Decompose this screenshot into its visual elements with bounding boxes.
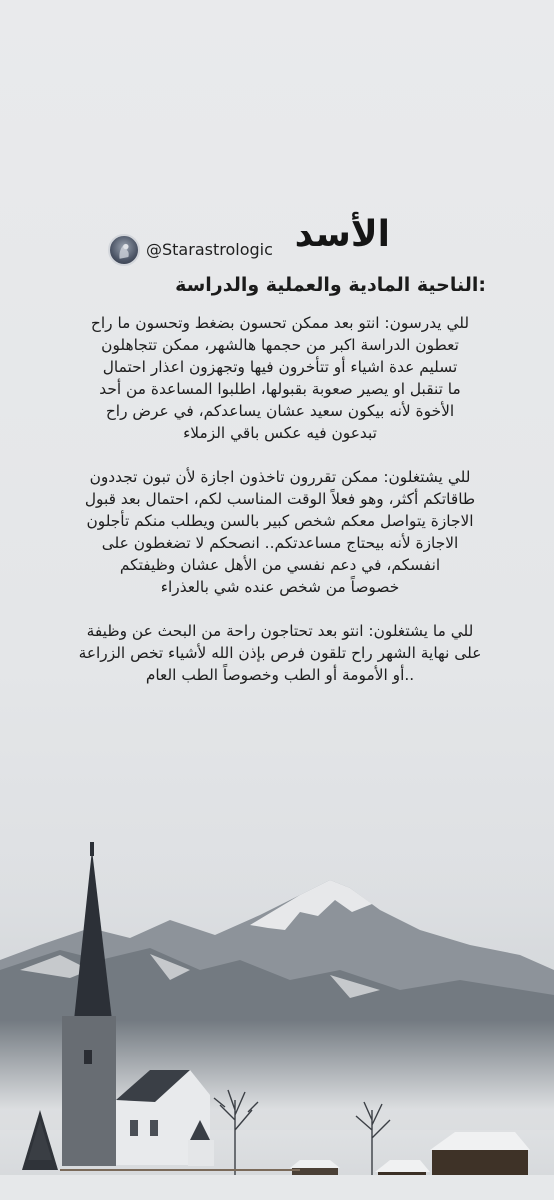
text-line: انفسكم، في دعم نفسي من الأهل عشان وظيفتكم xyxy=(119,556,441,574)
text-line: الأخوة لأنه بيكون سعيد عشان يساعدكم، في عرض راح xyxy=(105,402,455,420)
paragraph-students xyxy=(24,312,536,444)
text-line: الاجازة يتواصل معكم شخص كبير بالسن ويطلب منكم تأجلون xyxy=(86,512,474,530)
header xyxy=(0,214,554,274)
section-heading: :الناحية المادية والعملية والدراسة xyxy=(175,274,486,296)
paragraph-unemployed xyxy=(24,620,536,686)
winter-landscape-image xyxy=(0,820,554,1200)
text-line: تعطون الدراسة اكبر من حجمها هالشهر، ممكن تتجاهلون xyxy=(101,336,459,354)
text-line: ..أو الأمومة أو الطب وخصوصاً الطب العام xyxy=(145,666,415,684)
text-line: للي يدرسون: انتو بعد ممكن تحسون بضغط وتحسون ما راح xyxy=(90,314,470,332)
text-line: تبدعون فيه عكس باقي الزملاء xyxy=(183,424,377,442)
paragraph-employed xyxy=(24,466,536,598)
text-line: للي يشتغلون: ممكن تقررون تاخذون اجازة لأن تبون تجددون xyxy=(89,468,471,486)
text-line: ما تنقبل او يصير صعوبة بقبولها، اطلبوا المساعدة من أحد xyxy=(99,380,461,398)
text-line: خصوصاً من شخص عنده شي بالعذراء xyxy=(160,578,400,596)
text-line: طاقاتكم أكثر، وهو فعلاً الوقت المناسب لكم، احتمال بعد قبول xyxy=(84,490,476,508)
text-line: للي ما يشتغلون: انتو بعد تحتاجون راحة من البحث عن وظيفة xyxy=(86,622,474,640)
horoscope-body xyxy=(24,312,536,708)
account-handle: @Starastrologic xyxy=(146,240,273,259)
text-line: الاجازة لأنه بيحتاج مساعدتكم.. انصحكم لا تضغطون على xyxy=(101,534,459,552)
text-line: تسليم عدة اشياء أو تتأخرون فيها وتجهزون اعذار احتمال xyxy=(102,358,458,376)
text-line: على نهاية الشهر راح تلقون فرص بإذن الله لأشياء تخص الزراعة xyxy=(78,644,482,662)
avatar xyxy=(108,234,140,266)
page-title: الأسد xyxy=(294,214,390,255)
